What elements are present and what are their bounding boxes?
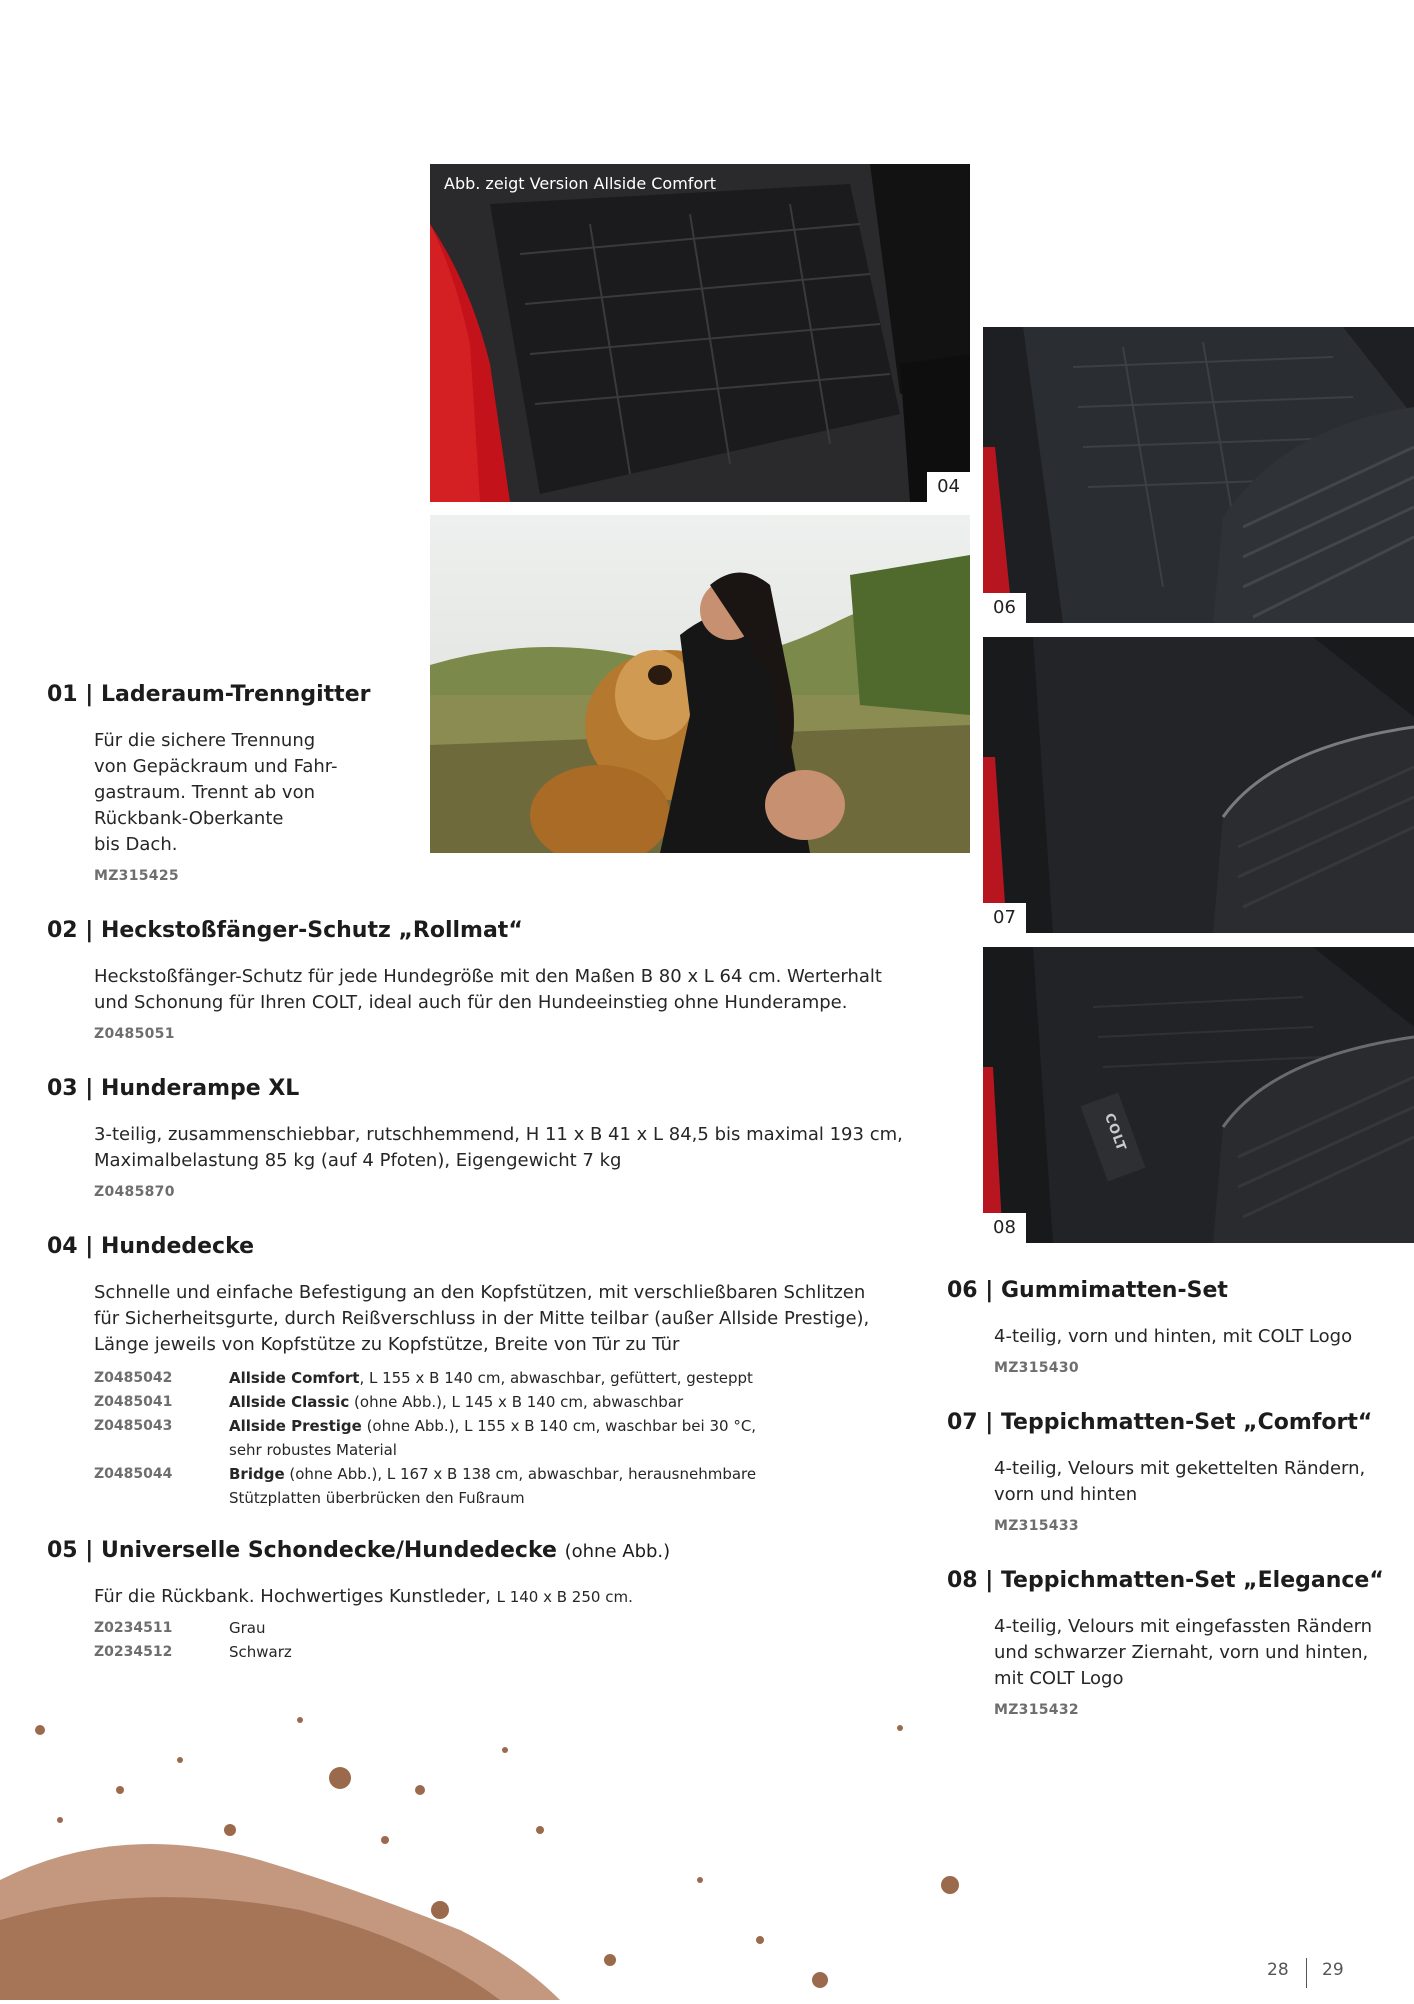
variant-text bbox=[229, 1390, 683, 1414]
photo-number-06: 06 bbox=[983, 593, 1026, 623]
variant-name: Allside Comfort bbox=[229, 1369, 360, 1387]
desc-line: mit COLT Logo bbox=[994, 1668, 1124, 1689]
variant-text bbox=[229, 1462, 756, 1486]
variant-code: Z0485044 bbox=[94, 1466, 173, 1482]
variant-details: (ohne Abb.), L 155 x B 140 cm, waschbar bei 30 °C, bbox=[361, 1417, 757, 1435]
variant-text bbox=[229, 1366, 753, 1390]
desc-line: Rückbank-Oberkante bbox=[94, 808, 284, 829]
variant-code: Z0485041 bbox=[94, 1394, 173, 1410]
item-05-description bbox=[94, 1584, 633, 1610]
item-05-title-suffix: (ohne Abb.) bbox=[564, 1541, 671, 1562]
desc-line: 4-teilig, Velours mit gekettelten Rändern, bbox=[994, 1458, 1366, 1479]
variant-row bbox=[94, 1616, 494, 1640]
desc-line: 3-teilig, zusammenschiebbar, rutschhemmend, H 11 x B 41 x L 84,5 bis maximal 193 cm, bbox=[94, 1124, 903, 1145]
photo-woman-with-dog bbox=[430, 515, 970, 853]
variant-text: Grau bbox=[229, 1619, 266, 1637]
item-02-description bbox=[94, 964, 882, 1016]
photo-hundedecke bbox=[430, 164, 970, 502]
item-04-title: 04 | Hundedecke bbox=[47, 1234, 255, 1259]
desc-line: Schnelle und einfache Befestigung an den Kopfstützen, mit verschließbaren Schlitzen bbox=[94, 1282, 866, 1303]
desc-line: bis Dach. bbox=[94, 834, 178, 855]
desc-line: und Schonung für Ihren COLT, ideal auch für den Hundeeinstieg ohne Hunderampe. bbox=[94, 992, 848, 1013]
page-number-right: 29 bbox=[1322, 1960, 1344, 1980]
desc-line: 4-teilig, vorn und hinten, mit COLT Logo bbox=[994, 1326, 1353, 1347]
variant-text: Schwarz bbox=[229, 1643, 292, 1661]
variant-name: Allside Classic bbox=[229, 1393, 350, 1411]
photo-number-07: 07 bbox=[983, 903, 1026, 933]
variant-code: Z0234512 bbox=[94, 1644, 173, 1660]
item-01-article-number: MZ315425 bbox=[94, 868, 179, 884]
colt-logo: COLT bbox=[1100, 1111, 1129, 1154]
variant-details-cont: Stützplatten überbrücken den Fußraum bbox=[229, 1489, 525, 1507]
item-07-description bbox=[994, 1456, 1365, 1508]
desc-line: für Sicherheitsgurte, durch Reißverschluss in der Mitte teilbar (außer Allside Prestige), bbox=[94, 1308, 870, 1329]
variant-details-cont: sehr robustes Material bbox=[229, 1441, 397, 1459]
desc-line: Maximalbelastung 85 kg (auf 4 Pfoten), Eigengewicht 7 kg bbox=[94, 1150, 622, 1171]
variant-name: Allside Prestige bbox=[229, 1417, 362, 1435]
item-06-description bbox=[994, 1324, 1352, 1350]
variant-row bbox=[94, 1414, 814, 1462]
desc-line: Für die sichere Trennung bbox=[94, 730, 316, 751]
item-02-title: 02 | Heckstoßfänger-Schutz „Rollmat“ bbox=[47, 918, 523, 943]
variant-code: Z0485043 bbox=[94, 1418, 173, 1434]
variant-details: (ohne Abb.), L 167 x B 138 cm, abwaschbar, herausnehmbare bbox=[284, 1465, 757, 1483]
variant-row bbox=[94, 1390, 814, 1414]
variant-row bbox=[94, 1366, 814, 1390]
variant-row bbox=[94, 1640, 494, 1664]
dirt-decoration bbox=[0, 1680, 1000, 2000]
item-07-title: 07 | Teppichmatten-Set „Comfort“ bbox=[947, 1410, 1373, 1435]
variant-text bbox=[229, 1414, 756, 1438]
desc-line: vorn und hinten bbox=[994, 1484, 1138, 1505]
item-02-article-number: Z0485051 bbox=[94, 1026, 175, 1042]
desc-line bbox=[94, 1584, 633, 1610]
photo-number-04: 04 bbox=[927, 472, 970, 502]
item-06-article-number: MZ315430 bbox=[994, 1360, 1079, 1376]
photo-gummimatten bbox=[983, 327, 1414, 623]
item-08-article-number: MZ315432 bbox=[994, 1702, 1079, 1718]
item-08-title: 08 | Teppichmatten-Set „Elegance“ bbox=[947, 1568, 1384, 1593]
item-01-description bbox=[94, 728, 338, 858]
item-03-title: 03 | Hunderampe XL bbox=[47, 1076, 300, 1101]
photo-teppichmatten-comfort bbox=[983, 637, 1414, 933]
page-number-divider bbox=[1306, 1958, 1307, 1988]
desc-line: gastraum. Trennt ab von bbox=[94, 782, 315, 803]
item-04-description bbox=[94, 1280, 869, 1358]
variant-details: , L 155 x B 140 cm, abwaschbar, gefüttert, gesteppt bbox=[359, 1369, 753, 1387]
variant-code: Z0485042 bbox=[94, 1370, 173, 1386]
item-01-title: 01 | Laderaum-Trenngitter bbox=[47, 682, 371, 707]
item-06-title: 06 | Gummimatten-Set bbox=[947, 1278, 1228, 1303]
variant-details: (ohne Abb.), L 145 x B 140 cm, abwaschbar bbox=[349, 1393, 684, 1411]
photo-teppichmatten-elegance bbox=[983, 947, 1414, 1243]
item-05-title-text: 05 | Universelle Schondecke/Hundedecke bbox=[47, 1538, 557, 1563]
desc-dimensions: L 140 x B 250 cm. bbox=[496, 1588, 633, 1606]
desc-line: von Gepäckraum und Fahr- bbox=[94, 756, 338, 777]
item-03-description bbox=[94, 1122, 903, 1174]
desc-line: 4-teilig, Velours mit eingefassten Rändern bbox=[994, 1616, 1373, 1637]
variant-name: Bridge bbox=[229, 1465, 285, 1483]
desc-line: Heckstoßfänger-Schutz für jede Hundegröße mit den Maßen B 80 x L 64 cm. Werterhalt bbox=[94, 966, 882, 987]
item-08-description bbox=[994, 1614, 1372, 1692]
item-03-article-number: Z0485870 bbox=[94, 1184, 175, 1200]
page-number-left: 28 bbox=[1267, 1960, 1289, 1980]
photo-caption: Abb. zeigt Version Allside Comfort bbox=[444, 174, 717, 193]
item-07-article-number: MZ315433 bbox=[994, 1518, 1079, 1534]
variant-row bbox=[94, 1462, 814, 1510]
desc-line: Länge jeweils von Kopfstütze zu Kopfstütze, Breite von Tür zu Tür bbox=[94, 1334, 680, 1355]
desc-main: Für die Rückbank. Hochwertiges Kunstleder, bbox=[94, 1586, 491, 1607]
photo-number-08: 08 bbox=[983, 1213, 1026, 1243]
variant-code: Z0234511 bbox=[94, 1620, 173, 1636]
item-05-title bbox=[47, 1538, 670, 1563]
desc-line: und schwarzer Ziernaht, vorn und hinten, bbox=[994, 1642, 1369, 1663]
